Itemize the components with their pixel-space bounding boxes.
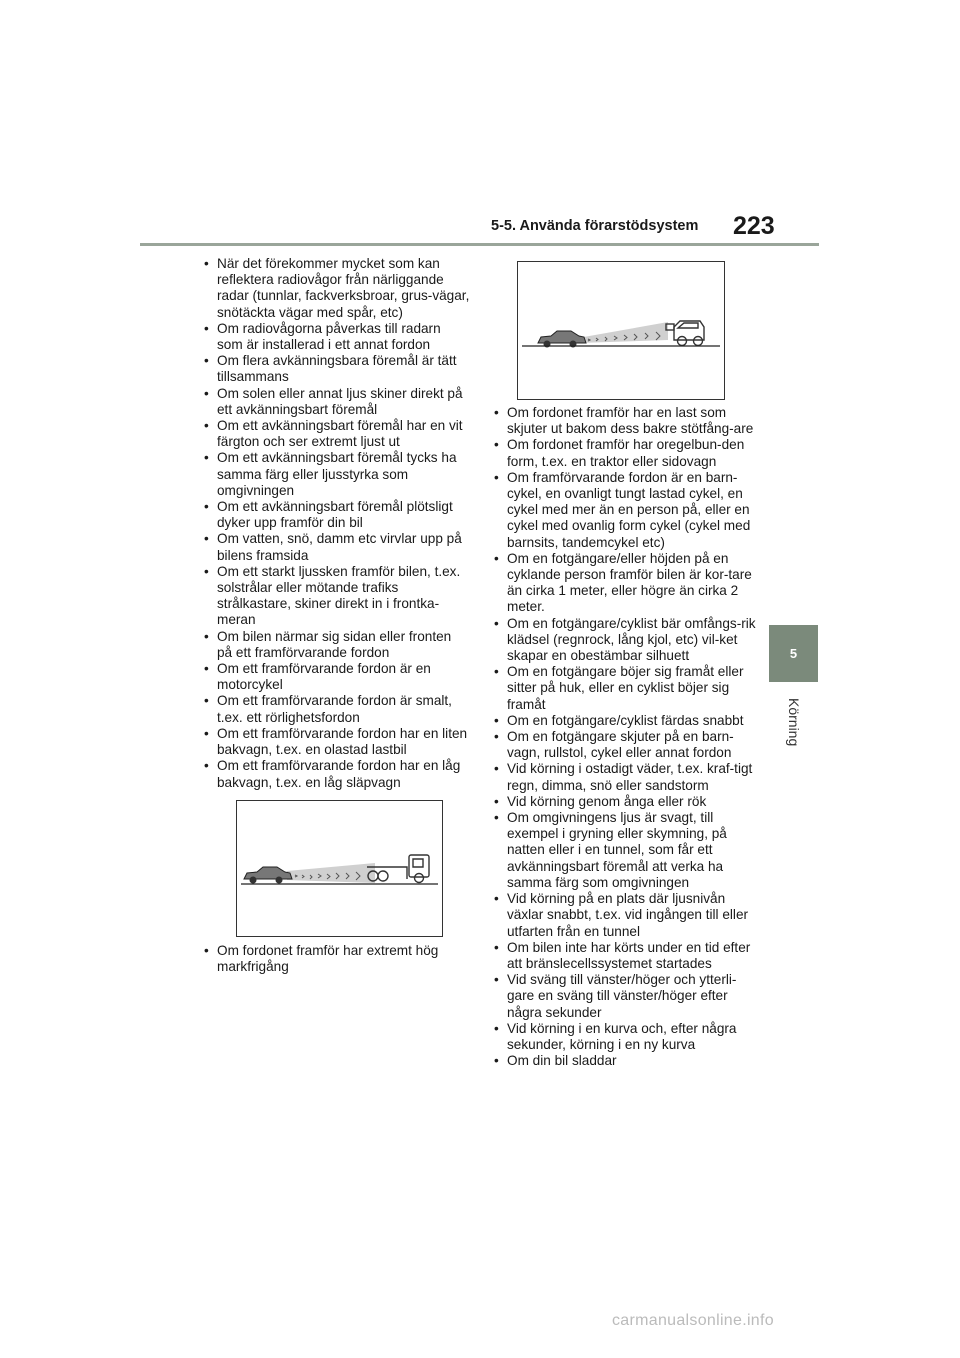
header-rule <box>140 243 819 246</box>
own-car-icon <box>538 331 586 348</box>
list-item: • Vid körning i en kurva och, efter några sekunder, körning i en ny kurva <box>490 1021 760 1053</box>
list-item: • Om fordonet framför har extremt hög markfrigång <box>200 943 470 975</box>
right-column <box>490 405 760 1069</box>
list-item: • Om ett framförvarande fordon har en låg bakvagn, t.ex. en låg släpvagn <box>200 758 470 790</box>
chapter-label <box>769 690 818 780</box>
watermark[interactable]: carmanualsonline.info <box>612 1312 774 1329</box>
suv-with-load-icon <box>666 321 704 346</box>
list-item: • Om ett framförvarande fordon är smalt, t.ex. ett rörlighetsfordon <box>200 693 470 725</box>
list-item: • Om en fotgängare/cyklist färdas snabbt <box>490 713 760 729</box>
page-number: 223 <box>733 212 775 240</box>
chapter-label-text: Körning <box>785 698 802 747</box>
list-item: • Om en fotgängare/cyklist bär omfångs-rik klädsel (regnrock, lång kjol, etc) vil-ket skapar en obestämbar silhuett <box>490 616 760 665</box>
list-item: • Vid körning genom ånga eller rök <box>490 794 760 810</box>
own-car-icon <box>244 867 292 884</box>
list-item: • Vid körning på en plats där ljusnivån växlar snabbt, t.ex. vid ingången till eller utfarten från en tunnel <box>490 891 760 940</box>
list-item: • Om fordonet framför har oregelbun-den form, t.ex. en traktor eller sidovagn <box>490 437 760 469</box>
list-item: • Om omgivningens ljus är svagt, till exempel i gryning eller skymning, på natten eller i en tunnel, som får ett avkänningsbart föremål att verka ha samma färg som omgivningen <box>490 810 760 891</box>
radar-illustration <box>237 801 442 936</box>
list-item: • Om ett framförvarande fordon är en motorcykel <box>200 661 470 693</box>
list-item: • Om bilen inte har körts under en tid efter att bränslecellssystemet startades <box>490 940 760 972</box>
radar-beam <box>287 863 375 883</box>
list-item: • Om ett framförvarande fordon har en liten bakvagn, t.ex. en olastad lastbil <box>200 726 470 758</box>
truck-icon <box>367 855 429 883</box>
right-bullet-list <box>490 405 760 1069</box>
list-item: • Vid sväng till vänster/höger och ytterli-gare en sväng till vänster/höger efter några sekunder <box>490 972 760 1021</box>
list-item: • Om ett avkänningsbart föremål tycks ha samma färg eller ljusstyrka som omgivningen <box>200 450 470 499</box>
list-item: • Om en fotgängare skjuter på en barn-vagn, rullstol, cykel eller annat fordon <box>490 729 760 761</box>
left-bullet-list <box>200 256 470 791</box>
list-item: • Om vatten, snö, damm etc virvlar upp på bilens framsida <box>200 531 470 563</box>
left-column <box>200 256 470 791</box>
list-item: • Om solen eller annat ljus skiner direkt på ett avkänningsbart föremål <box>200 386 470 418</box>
list-item: • Om fordonet framför har en last som skjuter ut bakom dess bakre stötfång-are <box>490 405 760 437</box>
list-item: • När det förekommer mycket som kan reflektera radiovågor från närliggande radar (tunnlar, fackverksbroar, grus-vägar, snötäckta vägar med spår, etc) <box>200 256 470 321</box>
list-item: • Om bilen närmar sig sidan eller fronten på ett framförvarande fordon <box>200 629 470 661</box>
left-column-after-figure <box>200 943 470 975</box>
left-bullet-list-2 <box>200 943 470 975</box>
radar-illustration-2 <box>518 262 724 399</box>
list-item: • Om ett starkt ljussken framför bilen, t.ex. solstrålar eller mötande trafiks strålkastare, skiner direkt in i frontka-meran <box>200 564 470 629</box>
list-item: • Om ett avkänningsbart föremål plötsligt dyker upp framför din bil <box>200 499 470 531</box>
list-item: • Om flera avkänningsbara föremål är tätt tillsammans <box>200 353 470 385</box>
figure-protruding-load-vehicle <box>517 261 725 400</box>
list-item: • Om en fotgängare/eller höjden på en cyklande person framför bilen är kor-tare än cirka 1 meter, eller högre än cirka 2 meter. <box>490 551 760 616</box>
section-title: 5-5. Använda förarstödsystem <box>491 218 699 234</box>
list-item: • Om radiovågorna påverkas till radarn som är installerad i ett annat fordon <box>200 321 470 353</box>
list-item: • Om en fotgängare böjer sig framåt eller sitter på huk, eller en cyklist böjer sig framåt <box>490 664 760 713</box>
radar-beam <box>578 322 668 343</box>
list-item: • Vid körning i ostadigt väder, t.ex. kraf-tigt regn, dimma, snö eller sandstorm <box>490 761 760 793</box>
chapter-tab[interactable]: 5 <box>769 625 818 682</box>
list-item: • Om din bil sladdar <box>490 1053 760 1069</box>
list-item: • Om ett avkänningsbart föremål har en vit färgton och ser extremt ljust ut <box>200 418 470 450</box>
list-item: • Om framförvarande fordon är en barn-cykel, en ovanligt tungt lastad cykel, en cykel med mer än en person på, eller en cykel med ovanlig form cykel (cykel med barnsits, tandemcykel etc) <box>490 470 760 551</box>
figure-high-clearance-vehicle <box>236 800 443 937</box>
